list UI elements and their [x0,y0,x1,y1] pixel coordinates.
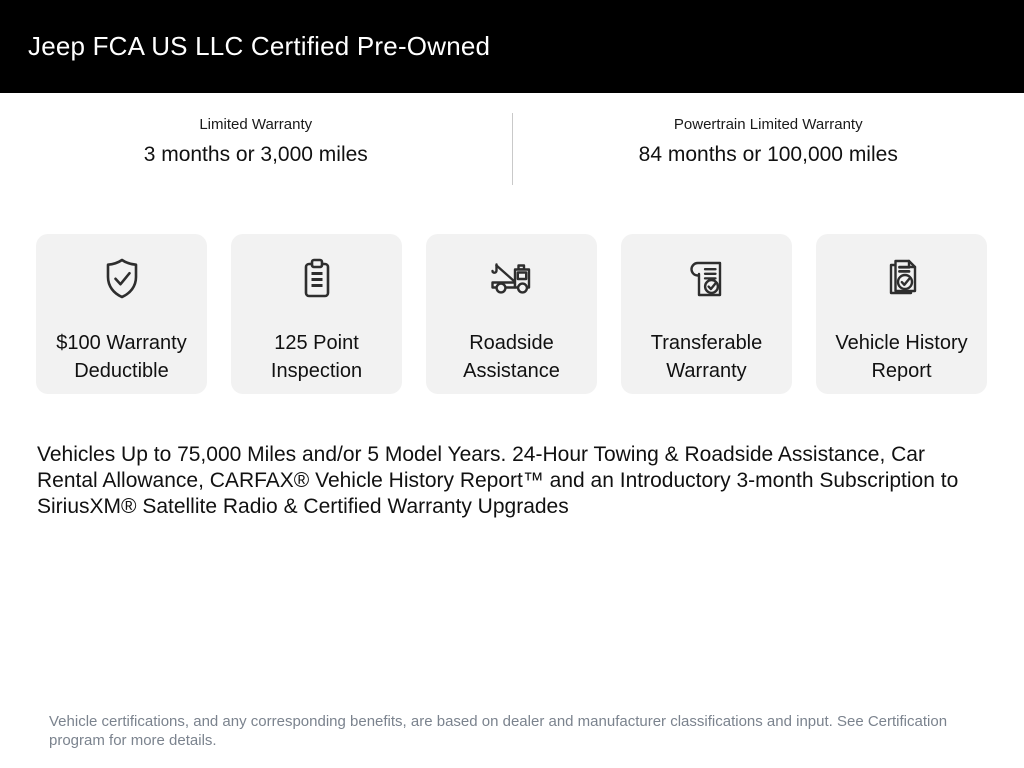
powertrain-warranty-value: 84 months or 100,000 miles [638,143,898,166]
benefit-card-label: 125 Point Inspection [270,332,363,382]
program-description: Vehicles Up to 75,000 Miles and/or 5 Model Years. 24-Hour Towing & Roadside Assistance, Car Rental Allowance, CARFAX® Vehicle History Report™ and an Introductory 3-month Subscription to SiriusXM® Satellite Radio & Certified Warranty Upgrades [37,443,959,518]
benefit-card-label: Roadside Assistance [463,332,560,382]
benefit-card-label: Transferable Warranty [650,332,763,382]
limited-warranty-value: 3 months or 3,000 miles [143,143,368,166]
header-bar [0,0,1024,93]
tow-truck-icon [488,255,536,303]
benefit-card-roadside-assistance [426,234,597,394]
documents-check-icon [878,255,926,303]
shield-check-icon [98,255,146,303]
benefit-card-warranty-deductible [36,234,207,394]
powertrain-warranty-label: Powertrain Limited Warranty [673,116,863,133]
benefit-card-label: $100 Warranty Deductible [56,332,187,382]
receipt-check-icon [683,255,731,303]
benefit-cards [36,234,987,394]
benefit-card-point-inspection [231,234,402,394]
clipboard-icon [293,255,341,303]
powertrain-warranty-column [513,113,1024,185]
benefit-card-label: Vehicle History Report [835,332,968,382]
limited-warranty-label: Limited Warranty [199,116,313,133]
page-title: Jeep FCA US LLC Certified Pre-Owned [28,31,491,61]
benefit-card-transferable-warranty [621,234,792,394]
warranty-summary [0,113,1024,185]
benefit-card-vehicle-history-report [816,234,987,394]
certification-disclaimer: Vehicle certifications, and any corresponding benefits, are based on dealer and manufacturer classifications and input. See Certification program for more details. [49,713,948,749]
limited-warranty-column [0,113,512,185]
